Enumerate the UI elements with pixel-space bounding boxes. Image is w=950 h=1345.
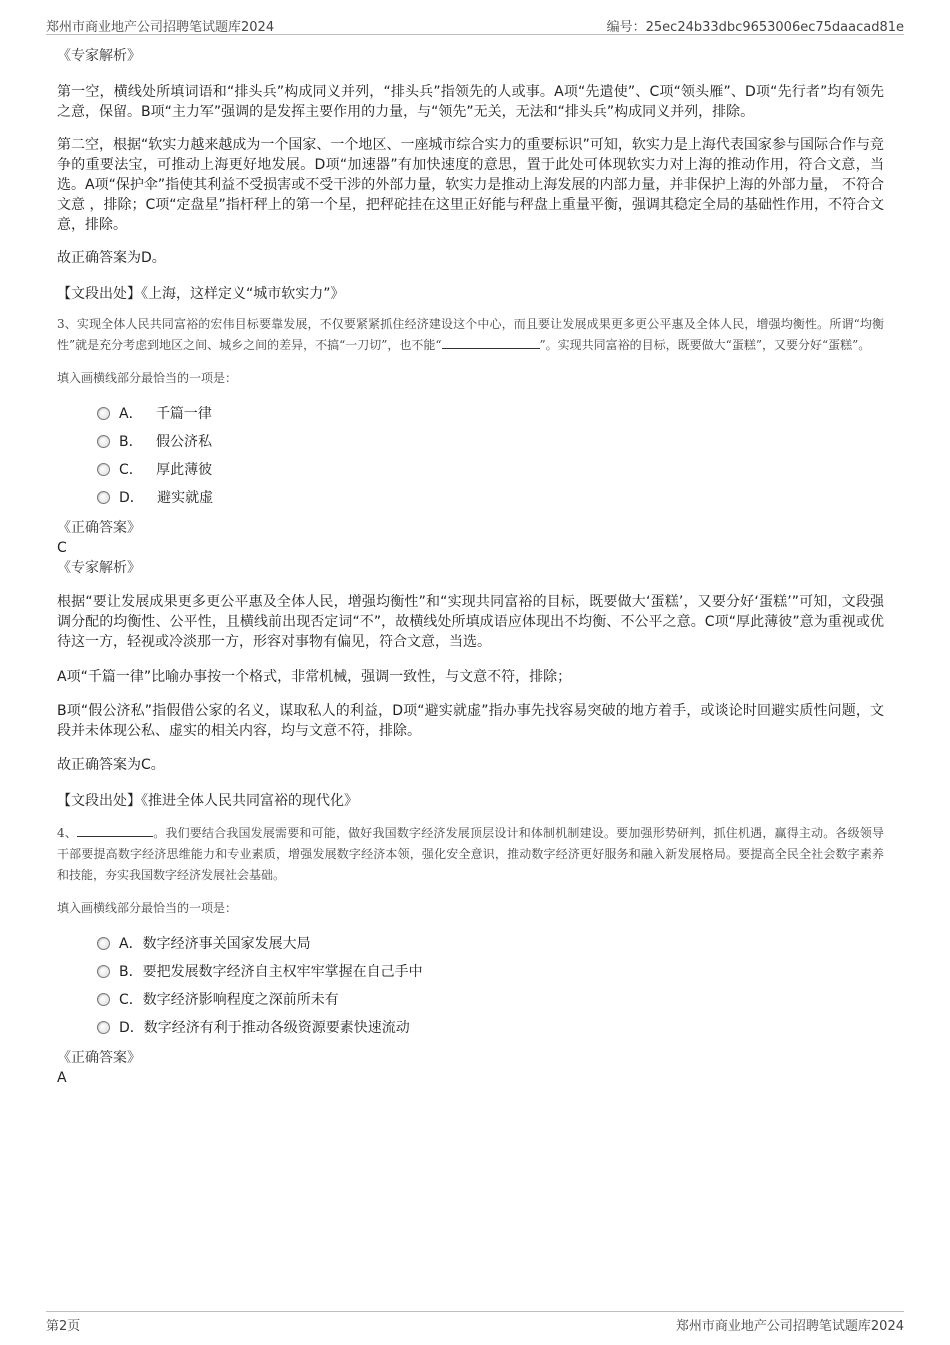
radio-button-icon[interactable] (97, 407, 110, 420)
q4-answer-label: 《正确答案》 (57, 1050, 141, 1066)
radio-button-icon[interactable] (97, 937, 110, 950)
q4-answer: A (57, 1070, 67, 1086)
q2-analysis-label: 《专家解析》 (57, 48, 141, 64)
q4-option-d[interactable]: D．数字经济有利于推动各级资源要素快速流动 (97, 1014, 884, 1042)
radio-button-icon[interactable] (97, 965, 110, 978)
q3-analysis-paragraph: A项“千篇一律”比喻办事按一个格式，非常机械，强调一致性，与文意不符，排除； (57, 669, 572, 685)
page-footer (46, 1311, 904, 1334)
radio-button-icon[interactable] (97, 1021, 110, 1034)
q4-prompt: 填入画横线部分最恰当的一项是： (57, 901, 238, 915)
radio-button-icon[interactable] (97, 435, 110, 448)
q3-analysis-paragraph: 根据“要让发展成果更多更公平惠及全体人民，增强均衡性”和“实现共同富裕的目标，既要做大‘蛋糕’，又要分好‘蛋糕’”可知，文段强调分配的均衡性、公平性，且横线前出现否定词“不”，故横线处所填成语应体现出不均衡、不公平之意。C项“厚此薄彼”意为重视或优待这一方，轻视或冷淡那一方，形容对事物有偏见，符合文意，当选。 (57, 594, 884, 650)
q2-conclusion: 故正确答案为D。 (57, 250, 166, 266)
q4-question-text: 4、 。我们要结合我国发展需要和可能，做好我国数字经济发展顶层设计和体制机制建设。要加强形势研判，抓住机遇，赢得主动。各级领导干部要提高数字经济思维能力和专业素质，增强发展数字经济本领，强化安全意识，推动数字经济更好服务和融入新发展格局。要提高全民全社会数字素养和技能，夯实我国数字经济发展社会基础。 (57, 826, 884, 882)
q3-blank (442, 336, 540, 349)
q4-option-a[interactable]: A．数字经济事关国家发展大局 (97, 930, 884, 958)
q3-option-a[interactable]: A． 千篇一律 (97, 400, 884, 428)
page-number: 第2页 (46, 1319, 81, 1334)
q3-analysis-paragraph: B项“假公济私”指假借公家的名义，谋取私人的利益，D项“避实就虚”指办事先找容易突破的地方着手，或谈论时回避实质性问题，文段并未体现公私、虚实的相关内容，均与文意不符，排除。 (57, 703, 884, 739)
header-code (607, 16, 904, 35)
footer-title: 郑州市商业地产公司招聘笔试题库2024 (675, 1319, 904, 1334)
q3-conclusion: 故正确答案为C。 (57, 757, 165, 773)
q3-analysis-label: 《专家解析》 (57, 560, 141, 576)
q3-answer-label: 《正确答案》 (57, 520, 141, 536)
q3-option-c[interactable]: C． 厚此薄彼 (97, 456, 884, 484)
q3-source: 【文段出处】《推进全体人民共同富裕的现代化》 (57, 793, 358, 809)
q2-source: 【文段出处】《上海，这样定义“城市软实力”》 (57, 286, 345, 302)
q4-option-c[interactable]: C．数字经济影响程度之深前所未有 (97, 986, 884, 1014)
header-title: 郑州市商业地产公司招聘笔试题库2024 (46, 20, 275, 35)
radio-button-icon[interactable] (97, 993, 110, 1006)
header-code-value: 25ec24b33dbc9653006ec75daacad81e (645, 20, 904, 35)
q3-prompt: 填入画横线部分最恰当的一项是： (57, 371, 238, 385)
q4-options (97, 930, 884, 1042)
q3-question-text: 3、实现全体人民共同富裕的宏伟目标要靠发展，不仅要紧紧抓住经济建设这个中心，而且要让发展成果更多更公平惠及全体人民，增强均衡性。所谓“均衡性”就是充分考虑到地区之间、城乡之间的差异，不搞“一刀切”，也不能“ ”。实现共同富裕的目标，既要做大“蛋糕”，又要分好“蛋糕”。 (57, 317, 884, 352)
q3-options (97, 400, 884, 512)
q3-option-b[interactable]: B． 假公济私 (97, 428, 884, 456)
header-code-label: 编号： (606, 20, 646, 35)
q4-blank (77, 824, 153, 837)
q4-option-b[interactable]: B．要把发展数字经济自主权牢牢掌握在自己手中 (97, 958, 884, 986)
q2-analysis-paragraph: 第一空，横线处所填词语和“排头兵”构成同义并列，“排头兵”指领先的人或事。A项“先遣使”、C项“领头雁”、D项“先行者”均有领先之意，保留。B项“主力军”强调的是发挥主要作用的力量，与“领先”无关，无法和“排头兵”构成同义并列，排除。 (57, 84, 884, 120)
q3-option-d[interactable]: D． 避实就虚 (97, 484, 884, 512)
page-header (46, 14, 904, 35)
q3-answer: C (57, 540, 67, 556)
radio-button-icon[interactable] (97, 463, 110, 476)
q2-analysis-paragraph: 第二空，根据“软实力越来越成为一个国家、一个地区、一座城市综合实力的重要标识”可知，软实力是上海代表国家参与国际合作与竞争的重要法宝，可推动上海更好地发展。D项“加速器”有加快速度的意思，置于此处可体现软实力对上海的推动作用，符合文意，当选。A项“保护伞”指使其利益不受损害或不受干涉的外部力量，软实力是推动上海发展的内部力量，并非保护上海的外部力量， 不符合文意 ，排除；C项“定盘星”指杆秤上的第一个星，把秤砣挂在这里正好能与秤盘上重量平衡，强调其稳定全局的基础性作用，不符合文意，排除。 (57, 137, 884, 233)
document-content (57, 44, 884, 1088)
radio-button-icon[interactable] (97, 491, 110, 504)
